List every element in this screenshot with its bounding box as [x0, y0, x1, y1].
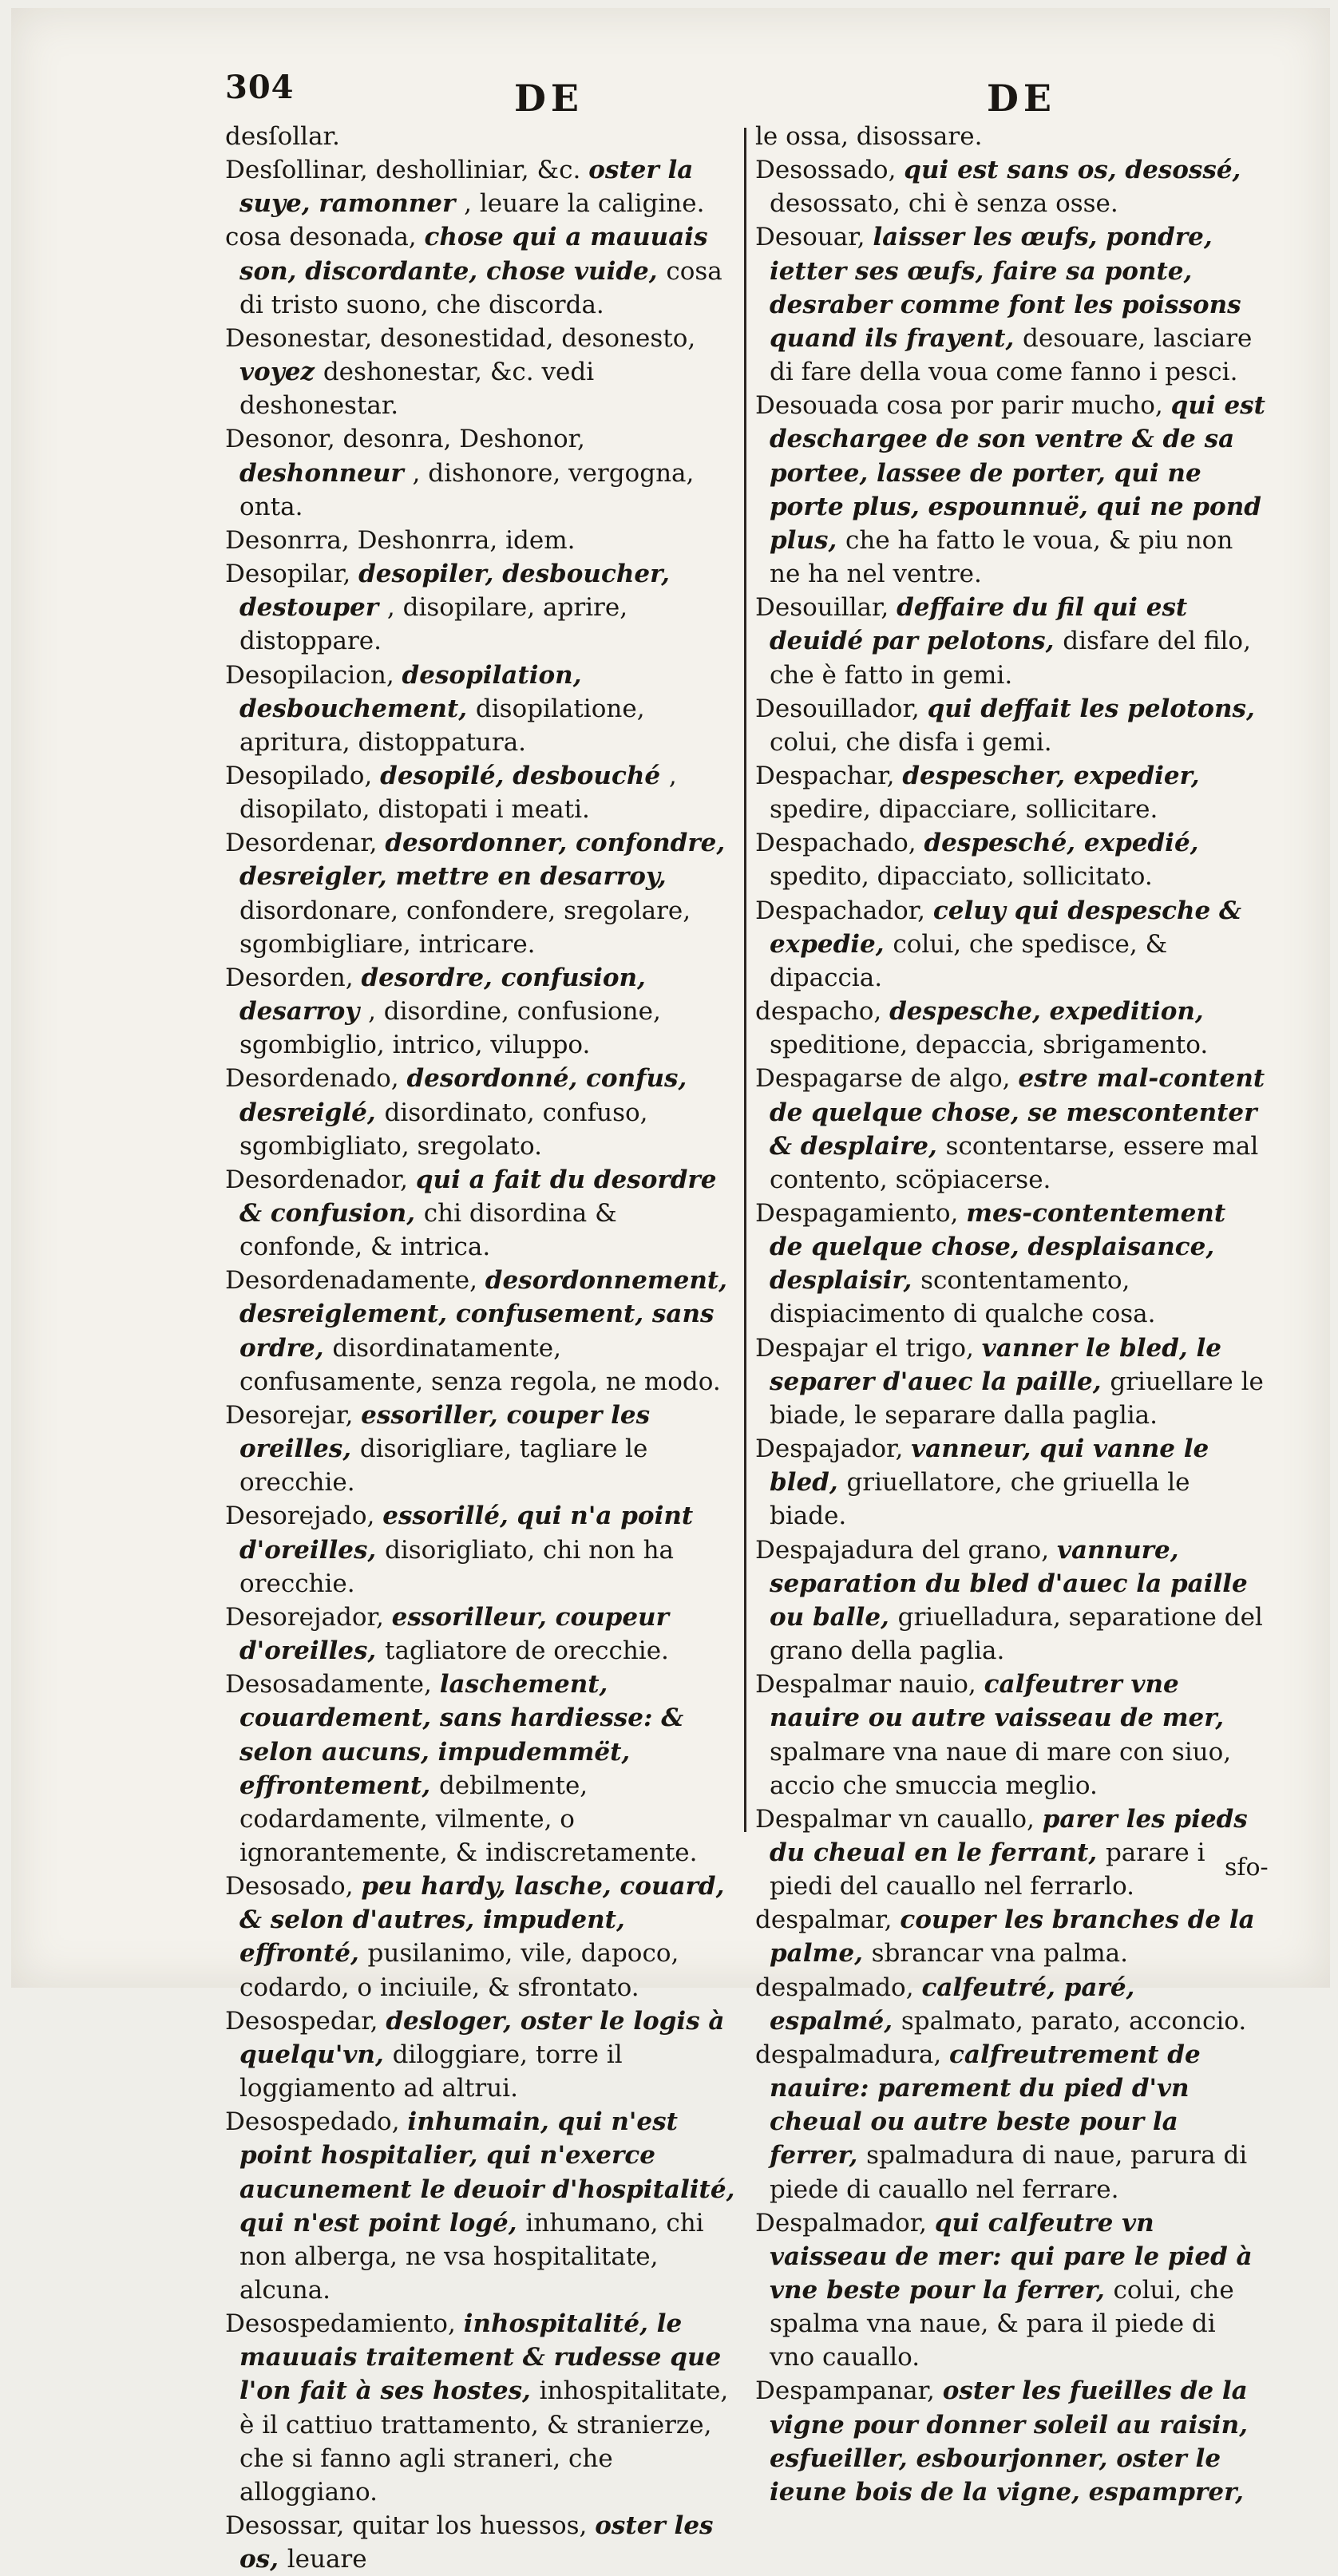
headword: Desordenar,: [225, 829, 386, 858]
book-page: [11, 8, 1330, 2574]
french-gloss: qui calfeutre vn vaisseau de mer: qui pare le pied à vne beste pour la ferrer,: [770, 2208, 1253, 2305]
dictionary-entry: [225, 153, 736, 220]
headword: Despachador,: [755, 896, 933, 925]
headword: Desospedar,: [225, 2006, 386, 2036]
italian-gloss: disopilatione, apritura, distoppatura.: [239, 694, 645, 757]
french-gloss: desordonné, confus, desreiglé,: [239, 1064, 687, 1127]
italian-gloss: disorigliato, chi non ha orecchie.: [239, 1535, 675, 1598]
headword: Desosadamente,: [225, 1670, 440, 1700]
french-gloss: qui est sans os, desossé,: [904, 156, 1241, 185]
headword: Desossado,: [755, 156, 905, 185]
dictionary-entry: [225, 659, 736, 759]
headword: Desorejar,: [225, 1400, 362, 1430]
dictionary-entry: [225, 557, 736, 658]
french-gloss: inhumain, qui n'est point hospitalier, qui n'exerce aucunement le deuoir d'hospitalité, qui n'est point logé,: [239, 2107, 735, 2238]
dictionary-entry: [225, 1870, 736, 2004]
french-gloss: calfreutrement de nauire: parement du pied d'vn cheual ou autre beste pour la ferrer,: [770, 2040, 1201, 2170]
headword: Despachar,: [755, 761, 903, 790]
italian-gloss: debilmente, codardamente, vilmente, o ignorantemente, & indiscretamente.: [239, 1771, 698, 1867]
headword: Desouillar,: [755, 593, 897, 623]
french-gloss: oster les os,: [239, 2511, 714, 2574]
french-gloss: chose qui a mauuais son, discordante, chose vuide,: [239, 223, 708, 286]
french-gloss: couper les branches de la palme,: [770, 1905, 1255, 1969]
italian-gloss: , disopilato, distopati i meati.: [239, 761, 677, 825]
dictionary-entry: [225, 220, 736, 321]
headword: despacho,: [755, 997, 890, 1027]
headword: Despalmar vn cauallo,: [755, 1804, 1043, 1834]
italian-gloss: parare i piedi del cauallo nel ferrarlo.: [770, 1838, 1205, 1901]
italian-gloss: colui, che spedisce, & dipaccia.: [770, 929, 1168, 992]
french-gloss: laschement, couardement, sans hardiesse: & selon aucuns, impudemmët, effrontement,: [239, 1670, 684, 1800]
headword: cosa desonada,: [225, 223, 425, 252]
dictionary-entry: [225, 322, 736, 422]
dictionary-entry: [755, 759, 1266, 826]
headword: Desſollinar, desholliniar, &c.: [225, 156, 589, 185]
headword: despalmar,: [755, 1905, 901, 1935]
dictionary-entry: [755, 1432, 1266, 1533]
french-gloss: oster la suye, ramonner: [239, 156, 694, 219]
french-gloss: estre mal-content de quelque chose, se mescontenter & desplaire,: [770, 1064, 1265, 1161]
headword: Desossar, quitar los huessos,: [225, 2511, 596, 2541]
italian-gloss: scontentarse, essere mal contento, scöpiacerse.: [770, 1131, 1259, 1194]
italian-gloss: tagliatore de orecchie.: [385, 1636, 669, 1666]
italian-gloss: leuare: [287, 2545, 367, 2574]
dictionary-entry: [755, 389, 1266, 591]
french-gloss: despescher, expedier,: [902, 761, 1200, 790]
dictionary-entry: [225, 1264, 736, 1399]
dictionary-entry: [225, 2004, 736, 2105]
french-gloss: essorilleur, coupeur d'oreilles,: [239, 1602, 669, 1666]
dictionary-entry: [225, 1062, 736, 1162]
headword: Desonrra, Deshonrra, idem.: [225, 525, 576, 555]
italian-gloss: diloggiare, torre il loggiamento ad altrui.: [239, 2040, 623, 2103]
running-head-right: DE: [987, 77, 1056, 120]
headword: Desordenadamente,: [225, 1266, 485, 1296]
italian-gloss: inhumano, chi non alberga, ne vsa hospitalitate, alcuna.: [239, 2208, 704, 2305]
italian-gloss: griuellare le biade, le separare dalla paglia.: [770, 1367, 1264, 1430]
headword: Despajar el trigo,: [755, 1333, 982, 1363]
italian-gloss: , disordine, confusione, sgombiglio, intrico, viluppo.: [239, 997, 661, 1060]
french-gloss: qui deffait les pelotons,: [927, 694, 1255, 723]
dictionary-entry: [225, 1499, 736, 1600]
page-number: 304: [225, 69, 295, 106]
italian-gloss: colui, che spalma vna naue, & para il piede di vno cauallo.: [770, 2276, 1234, 2372]
headword: Desouillador,: [755, 694, 928, 723]
dictionary-entry: [755, 2206, 1266, 2375]
dictionary-entry: [225, 1601, 736, 1668]
italian-gloss: le ossa, disossare.: [755, 122, 983, 151]
headword: Despajadura del grano,: [755, 1535, 1057, 1565]
french-gloss: qui a fait du desordre & confusion,: [239, 1165, 717, 1228]
headword: Desopilacion,: [225, 660, 402, 690]
headword: Desonestar, desonestidad, desonesto,: [225, 323, 696, 353]
french-gloss: essoriller, couper les oreilles,: [239, 1400, 651, 1464]
dictionary-entry: [755, 120, 1266, 153]
headword: Despampanar,: [755, 2376, 943, 2406]
headword: Despalmar nauio,: [755, 1670, 984, 1700]
dictionary-entry: [755, 1062, 1266, 1197]
french-gloss: desopilé, desbouché: [380, 761, 669, 790]
dictionary-entry: [755, 2374, 1266, 2509]
italian-gloss: spalmare vna naue di mare con siuo, accio che smuccia meglio.: [770, 1737, 1232, 1800]
dictionary-entry: [755, 153, 1266, 220]
dictionary-entry: [755, 1802, 1266, 1903]
headword: Desopilado,: [225, 761, 381, 790]
dictionary-entry: [755, 1971, 1266, 2038]
dictionary-entry: [225, 120, 736, 153]
italian-gloss: scontentamento, dispiacimento di qualche cosa.: [770, 1266, 1156, 1329]
dictionary-entry: [755, 692, 1266, 759]
italian-gloss: desossato, chi è senza osse.: [770, 189, 1118, 219]
dictionary-entry: [755, 1533, 1266, 1668]
dictionary-entry: [225, 422, 736, 523]
italian-gloss: spalmato, parato, acconcio.: [901, 2006, 1247, 2036]
italian-gloss: chi disordina & confonde, & intrica.: [239, 1199, 617, 1262]
column-rule: [744, 128, 746, 1832]
french-gloss: oster les fueilles de la vigne pour donner soleil au raisin, esfueiller, esbourjonner, oster le ieune bois de la vigne, espamprer,: [770, 2376, 1248, 2507]
headword: Desordenador,: [225, 1165, 416, 1194]
italian-gloss: disfare del filo, che è fatto in gemi.: [770, 627, 1251, 690]
dictionary-entry: [225, 1668, 736, 1870]
left-column: [225, 120, 736, 2576]
italian-gloss: disordonare, confondere, sregolare, sgombigliare, intricare.: [239, 896, 691, 959]
italian-gloss: che ha fatto le voua, & piu non ne ha nel ventre.: [770, 525, 1233, 589]
headword: Desorejador,: [225, 1602, 392, 1632]
italian-gloss: disorigliare, tagliare le orecchie.: [239, 1434, 648, 1498]
dictionary-entry: [225, 2509, 736, 2576]
dictionary-entry: [225, 1399, 736, 1499]
dictionary-entry: [755, 1903, 1266, 1970]
french-gloss: vannure, separation du bled d'auec la paille ou balle,: [770, 1535, 1248, 1632]
french-gloss: despesche, expedition,: [889, 997, 1204, 1027]
headword: Despachado,: [755, 829, 924, 858]
italian-gloss: griuelladura, separatione del grano della paglia.: [770, 1602, 1263, 1666]
headword: Despajador,: [755, 1434, 912, 1464]
italian-gloss: , dishonore, vergogna, onta.: [239, 458, 695, 521]
french-gloss: desordonnement, desreiglement, confusement, sans ordre,: [239, 1266, 727, 1363]
italian-gloss: griuellatore, che griuella le biade.: [770, 1468, 1190, 1531]
dictionary-entry: [755, 1668, 1266, 1802]
french-gloss: desloger, oster le logis à quelqu'vn,: [239, 2006, 725, 2069]
italian-gloss: , disopilare, aprire, distoppare.: [239, 593, 628, 656]
italian-gloss: speditione, depaccia, sbrigamento.: [770, 1031, 1209, 1060]
italian-gloss: spedire, dipacciare, sollicitare.: [770, 795, 1158, 825]
french-gloss: calfeutrer vne nauire ou autre vaisseau de mer,: [770, 1670, 1225, 1733]
headword: desſollar.: [225, 122, 340, 151]
french-gloss: mes-contentement de quelque chose, desplaisance, desplaisir,: [770, 1199, 1226, 1296]
french-gloss: deshonneur: [239, 458, 413, 488]
dictionary-entry: [225, 826, 736, 961]
dictionary-entry: [755, 995, 1266, 1062]
french-gloss: essorillé, qui n'a point d'oreilles,: [239, 1502, 694, 1565]
dictionary-entry: [755, 826, 1266, 893]
dictionary-entry: [225, 2307, 736, 2509]
italian-gloss: desouare, lasciare di fare della voua come fanno i pesci.: [770, 323, 1253, 387]
headword: Desopilar,: [225, 560, 359, 589]
italian-gloss: spalmadura di naue, parura di piede di cauallo nel ferrare.: [770, 2141, 1248, 2204]
french-gloss: qui est deschargee de son ventre & de sa portee, lassee de porter, qui ne porte plus, espounnuë, qui ne pond plus,: [770, 391, 1265, 555]
italian-gloss: disordinatamente, confusamente, senza regola, ne modo.: [239, 1333, 721, 1396]
dictionary-entry: [755, 591, 1266, 691]
french-gloss: desordre, confusion, desarroy: [239, 963, 646, 1027]
french-gloss: deffaire du fil qui est deuidé par pelotons,: [770, 593, 1188, 656]
dictionary-entry: [755, 894, 1266, 995]
dictionary-entry: [225, 2105, 736, 2307]
italian-gloss: colui, che disfa i gemi.: [770, 727, 1052, 757]
dictionary-entry: [755, 220, 1266, 389]
french-gloss: desordonner, confondre, desreigler, mettre en desarroy,: [239, 829, 726, 892]
french-gloss: peu hardy, lasche, couard, & selon d'autres, impudent, effronté,: [239, 1872, 725, 1969]
french-gloss: parer les pieds du cheual en le ferrant,: [770, 1804, 1248, 1867]
dictionary-entry: [225, 1163, 736, 1264]
italian-gloss: deshonestar, &c. vedi deshonestar.: [239, 358, 595, 421]
dictionary-entry: [755, 1197, 1266, 1332]
italian-gloss: inhospitalitate, è il cattiuo trattamento, & stranierze, che si fanno agli straneri, che alloggiano.: [239, 2376, 729, 2507]
dictionary-entry: [225, 961, 736, 1062]
headword: Desorejado,: [225, 1502, 383, 1531]
dictionary-entry: [755, 2038, 1266, 2206]
headword: Desospedado,: [225, 2107, 408, 2137]
headword: Desospedamiento,: [225, 2309, 464, 2339]
headword: Desouada cosa por parir mucho,: [755, 391, 1171, 421]
french-gloss: desopiler, desboucher, destouper: [239, 560, 670, 623]
headword: despalmadura,: [755, 2040, 950, 2069]
french-gloss: laisser les œufs, pondre, ietter ses œufs, faire sa ponte, desraber comme font les poissons quand ils frayent,: [770, 223, 1241, 353]
french-gloss: celuy qui despesche & expedie,: [770, 896, 1241, 959]
dictionary-entry: [755, 1332, 1266, 1432]
headword: Desouar,: [755, 223, 873, 252]
french-gloss: despesché, expedié,: [924, 829, 1199, 858]
headword: Despagamiento,: [755, 1199, 967, 1228]
headword: Desonor, desonra, Deshonor,: [225, 425, 585, 454]
italian-gloss: disordinato, confuso, sgombigliato, sregolato.: [239, 1098, 648, 1161]
right-column: [755, 120, 1266, 2509]
headword: Despagarse de algo,: [755, 1064, 1019, 1094]
headword: Desorden,: [225, 963, 362, 992]
french-gloss: desopilation, desbouchement,: [239, 660, 582, 723]
french-gloss: voyez: [239, 358, 323, 387]
italian-gloss: pusilanimo, vile, dapoco, codardo, o inciuile, & sfrontato.: [239, 1939, 679, 2002]
french-gloss: inhospitalité, le mauuais traitement & rudesse que l'on fait à ses hostes,: [239, 2309, 722, 2406]
italian-gloss: cosa di tristo suono, che discorda.: [239, 256, 722, 319]
headword: Desordenado,: [225, 1064, 407, 1094]
running-head-left: DE: [514, 77, 584, 120]
headword: Despalmador,: [755, 2208, 935, 2238]
french-gloss: calfeutré, paré, espalmé,: [770, 1973, 1135, 2036]
headword: Desosado,: [225, 1872, 362, 1901]
headword: despalmado,: [755, 1973, 922, 2002]
dictionary-entry: [225, 524, 736, 557]
catchword: sfo-: [1225, 1854, 1269, 1882]
italian-gloss: sbrancar vna palma.: [871, 1939, 1128, 1969]
italian-gloss: spedito, dipacciato, sollicitato.: [770, 862, 1153, 892]
dictionary-entry: [225, 759, 736, 826]
french-gloss: vanner le bled, le separer d'auec la paille,: [770, 1333, 1221, 1396]
italian-gloss: , leuare la caligine.: [464, 189, 705, 219]
french-gloss: vanneur, qui vanne le bled,: [770, 1434, 1209, 1498]
